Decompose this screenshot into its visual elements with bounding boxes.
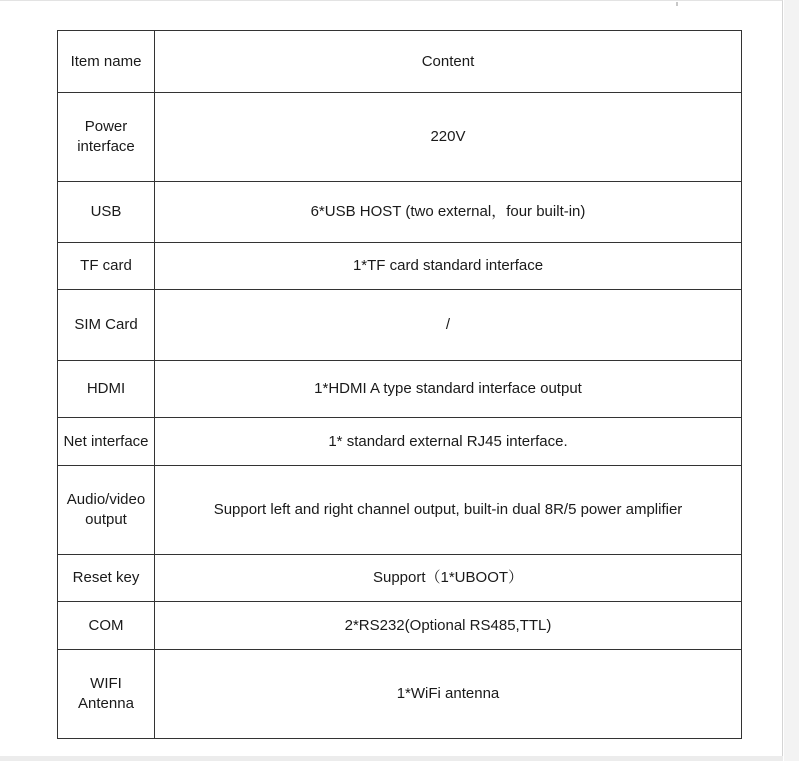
header-item-name: Item name — [58, 31, 155, 93]
row-item-name: Audio/video output — [58, 466, 155, 555]
row-item-name: Net interface — [58, 418, 155, 466]
row-item-name: Reset key — [58, 555, 155, 602]
row-content: 1*WiFi antenna — [155, 650, 742, 739]
row-item-name: Power interface — [58, 93, 155, 182]
row-content: 1* standard external RJ45 interface. — [155, 418, 742, 466]
table-row — [58, 93, 742, 182]
row-content: 1*HDMI A type standard interface output — [155, 361, 742, 418]
row-content: Support（1*UBOOT） — [155, 555, 742, 602]
row-item-name: HDMI — [58, 361, 155, 418]
table-row — [58, 182, 742, 243]
row-item-name: USB — [58, 182, 155, 243]
table-header-row — [58, 31, 742, 93]
table-row — [58, 418, 742, 466]
row-content: 2*RS232(Optional RS485,TTL) — [155, 602, 742, 650]
row-content: 6*USB HOST (two external，four built-in) — [155, 182, 742, 243]
table-row — [58, 361, 742, 418]
page-bottom-edge — [0, 756, 783, 761]
header-content: Content — [155, 31, 742, 93]
row-content: Support left and right channel output, built-in dual 8R/5 power amplifier — [155, 466, 742, 555]
row-item-name: WIFI Antenna — [58, 650, 155, 739]
table-row — [58, 243, 742, 290]
spec-table — [57, 30, 742, 739]
table-row — [58, 650, 742, 739]
table-row — [58, 602, 742, 650]
page-marker — [676, 2, 678, 6]
table-row — [58, 290, 742, 361]
row-content: 220V — [155, 93, 742, 182]
row-content: / — [155, 290, 742, 361]
table-row — [58, 466, 742, 555]
scrollbar-track[interactable] — [784, 0, 799, 761]
row-item-name: TF card — [58, 243, 155, 290]
table-row — [58, 555, 742, 602]
row-item-name: SIM Card — [58, 290, 155, 361]
row-content: 1*TF card standard interface — [155, 243, 742, 290]
row-item-name: COM — [58, 602, 155, 650]
